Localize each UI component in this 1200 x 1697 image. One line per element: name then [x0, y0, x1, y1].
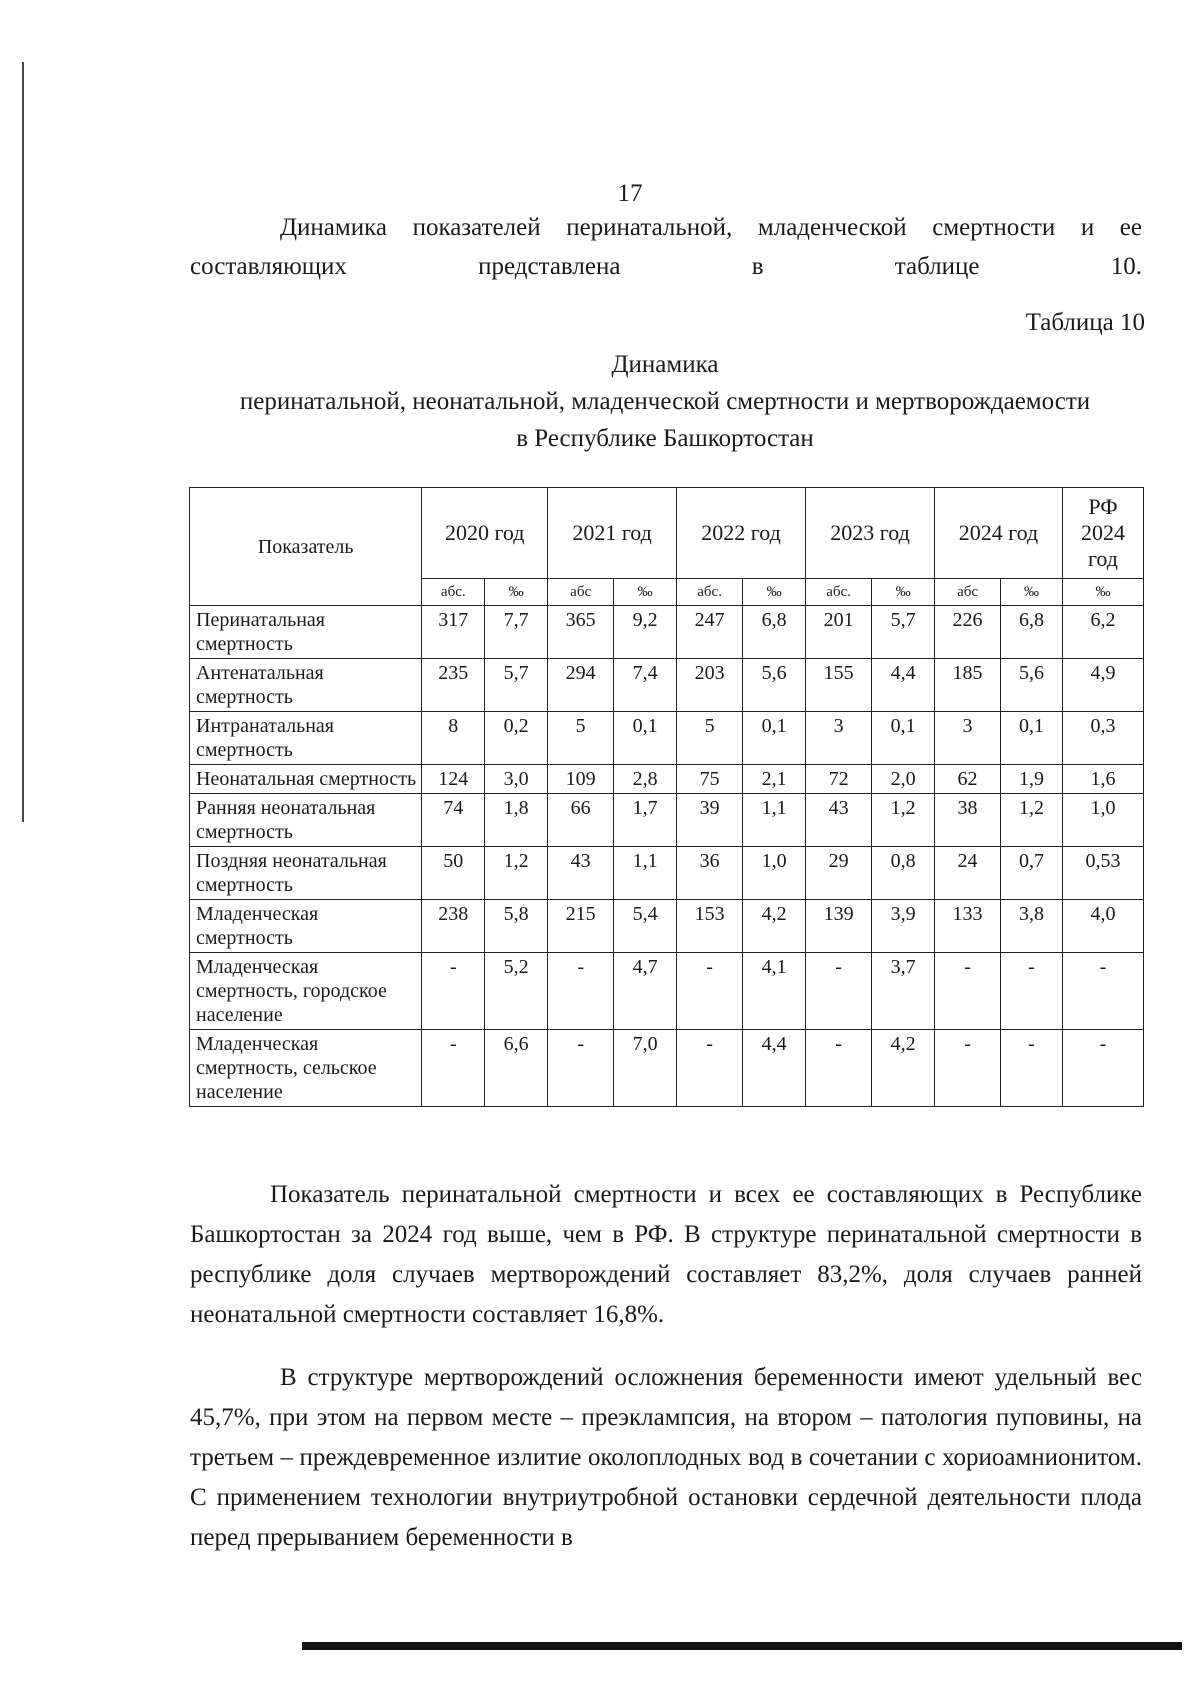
intro-text: Динамика показателей перинатальной, младенческой смертности и ее составляющих представлена в таблице 10. — [190, 214, 1142, 280]
table-cell: 235 — [422, 659, 485, 712]
table-cell: 75 — [677, 765, 743, 794]
table-cell: 2,0 — [872, 765, 935, 794]
table-cell: 0,1 — [872, 712, 935, 765]
table-cell: 124 — [422, 765, 485, 794]
table-cell: 238 — [422, 900, 485, 953]
table-caption: Таблица 10 — [1025, 309, 1145, 336]
row-label: Младенческая смертность, сельское население — [190, 1030, 422, 1107]
table-cell: 6,8 — [1001, 606, 1063, 659]
intro-paragraph — [190, 208, 1142, 286]
paragraph-perinatal: Показатель перинатальной смертности и всех ее составляющих в Республике Башкортостан за 2024 год выше, чем в РФ. В структуре перинатальной смертности в республике доля случаев мертворождений составляет 83,2%, доля случаев ранней неонатальной смертности составляет 16,8%. — [190, 1181, 1142, 1328]
table-cell: - — [548, 953, 614, 1030]
table-cell: 5,2 — [485, 953, 548, 1030]
row-label: Поздняя неонатальная смертность — [190, 847, 422, 900]
table-cell: 1,9 — [1001, 765, 1063, 794]
table-cell: 0,3 — [1062, 712, 1143, 765]
table-cell: - — [1001, 953, 1063, 1030]
table-cell: 1,6 — [1062, 765, 1143, 794]
table-cell: 50 — [422, 847, 485, 900]
table-cell: 7,0 — [614, 1030, 677, 1107]
table-cell: - — [548, 1030, 614, 1107]
table-cell: 247 — [677, 606, 743, 659]
table-cell: - — [806, 953, 872, 1030]
table-row — [190, 606, 1144, 659]
subheader: ‰ — [485, 579, 548, 606]
table-cell: 317 — [422, 606, 485, 659]
scan-margin-line — [22, 62, 24, 822]
table-cell: 153 — [677, 900, 743, 953]
table-header-row — [190, 488, 1144, 579]
table-cell: 1,2 — [872, 794, 935, 847]
table-cell: - — [1001, 1030, 1063, 1107]
table-cell: 185 — [935, 659, 1001, 712]
table-cell: 43 — [806, 794, 872, 847]
table-cell: 4,2 — [872, 1030, 935, 1107]
table-cell: 4,4 — [872, 659, 935, 712]
table-title — [190, 346, 1140, 457]
table-cell: 201 — [806, 606, 872, 659]
table-cell: 4,0 — [1062, 900, 1143, 953]
table-title-line2: перинатальной, неонатальной, младенческой смертности и мертворождаемости — [239, 388, 1091, 415]
table-cell: - — [806, 1030, 872, 1107]
row-label: Перинатальная смертность — [190, 606, 422, 659]
page-number: 17 — [617, 180, 643, 207]
table-cell: 4,7 — [614, 953, 677, 1030]
scan-bottom-bar — [302, 1642, 1182, 1650]
table-cell: 74 — [422, 794, 485, 847]
table-cell: 1,2 — [1001, 794, 1063, 847]
table-cell: - — [1062, 1030, 1143, 1107]
year-header: 2021 год — [548, 488, 677, 579]
table-cell: 7,4 — [614, 659, 677, 712]
subheader: абс. — [806, 579, 872, 606]
table-cell: 365 — [548, 606, 614, 659]
table-cell: 38 — [935, 794, 1001, 847]
table-cell: 226 — [935, 606, 1001, 659]
table-cell: 0,1 — [1001, 712, 1063, 765]
table-cell: 5,7 — [485, 659, 548, 712]
table-cell: 5,4 — [614, 900, 677, 953]
table-cell: 3,8 — [1001, 900, 1063, 953]
table-cell: 1,0 — [1062, 794, 1143, 847]
table-cell: 1,7 — [614, 794, 677, 847]
table-cell: - — [422, 953, 485, 1030]
year-header: 2024 год — [935, 488, 1063, 579]
table-title-line3: в Республике Башкортостан — [516, 425, 814, 452]
table-cell: 133 — [935, 900, 1001, 953]
subheader: ‰ — [743, 579, 806, 606]
table-cell: 0,1 — [743, 712, 806, 765]
table-row — [190, 900, 1144, 953]
table-cell: 3,7 — [872, 953, 935, 1030]
table-cell: - — [935, 953, 1001, 1030]
table-cell: 5,6 — [743, 659, 806, 712]
paragraph-stillbirth: В структуре мертворождений осложнения беременности имеют удельный вес 45,7%, при этом на первом месте – преэклампсия, на втором – патология пуповины, на третьем – преждевременное излитие околоплодных вод в сочетании с хориоамнионитом. С применением технологии внутриутробной остановки сердечной деятельности плода перед прерыванием беременности в — [190, 1364, 1142, 1551]
table-cell: 1,8 — [485, 794, 548, 847]
table-cell: 1,0 — [743, 847, 806, 900]
year-header: 2020 год — [422, 488, 548, 579]
row-label: Младенческая смертность, городское население — [190, 953, 422, 1030]
row-label: Младенческая смертность — [190, 900, 422, 953]
table-cell: 2,1 — [743, 765, 806, 794]
subheader: абс — [548, 579, 614, 606]
table-cell: 0,2 — [485, 712, 548, 765]
table-cell: 5,8 — [485, 900, 548, 953]
table-cell: 139 — [806, 900, 872, 953]
table-cell: 3,0 — [485, 765, 548, 794]
subheader: абс. — [422, 579, 485, 606]
subheader: ‰ — [614, 579, 677, 606]
table-cell: 4,1 — [743, 953, 806, 1030]
table-cell: 0,8 — [872, 847, 935, 900]
table-cell: 72 — [806, 765, 872, 794]
table-cell: 3 — [806, 712, 872, 765]
table-cell: 62 — [935, 765, 1001, 794]
table-title-line1: Динамика — [611, 351, 719, 378]
table-cell: 24 — [935, 847, 1001, 900]
table-cell: 109 — [548, 765, 614, 794]
table-cell: 39 — [677, 794, 743, 847]
row-label: Ранняя неонатальная смертность — [190, 794, 422, 847]
subheader: ‰ — [1062, 579, 1143, 606]
table-cell: 215 — [548, 900, 614, 953]
row-label: Антенатальная смертность — [190, 659, 422, 712]
table-cell: 0,7 — [1001, 847, 1063, 900]
table-cell: 294 — [548, 659, 614, 712]
table-cell: - — [677, 1030, 743, 1107]
table-row — [190, 712, 1144, 765]
table-cell: 0,53 — [1062, 847, 1143, 900]
table-cell: 6,8 — [743, 606, 806, 659]
table-cell: 43 — [548, 847, 614, 900]
table-cell: 1,1 — [614, 847, 677, 900]
table-cell: 6,2 — [1062, 606, 1143, 659]
table-row — [190, 659, 1144, 712]
table-cell: 1,1 — [743, 794, 806, 847]
subheader: ‰ — [1001, 579, 1063, 606]
mortality-table — [189, 487, 1144, 1107]
table-cell: 6,6 — [485, 1030, 548, 1107]
year-header: 2022 год — [677, 488, 806, 579]
table-cell: - — [422, 1030, 485, 1107]
table-row — [190, 765, 1144, 794]
row-label: Интранатальная смертность — [190, 712, 422, 765]
row-label: Неонатальная смертность — [190, 765, 422, 794]
table-cell: 7,7 — [485, 606, 548, 659]
subheader: абс. — [677, 579, 743, 606]
table-row — [190, 847, 1144, 900]
table-cell: 5 — [548, 712, 614, 765]
table-cell: - — [935, 1030, 1001, 1107]
table-row — [190, 794, 1144, 847]
table-cell: - — [1062, 953, 1143, 1030]
table-cell: 5 — [677, 712, 743, 765]
table-cell: 9,2 — [614, 606, 677, 659]
table-cell: 3,9 — [872, 900, 935, 953]
table-cell: 0,1 — [614, 712, 677, 765]
table-body — [190, 606, 1144, 1107]
table-cell: 8 — [422, 712, 485, 765]
subheader: ‰ — [872, 579, 935, 606]
table-cell: 3 — [935, 712, 1001, 765]
table-cell: 1,2 — [485, 847, 548, 900]
table-cell: 155 — [806, 659, 872, 712]
table-cell: 4,2 — [743, 900, 806, 953]
table-cell: 4,4 — [743, 1030, 806, 1107]
table-cell: 36 — [677, 847, 743, 900]
year-header: 2023 год — [806, 488, 935, 579]
table-cell: 203 — [677, 659, 743, 712]
table-cell: 29 — [806, 847, 872, 900]
table-cell: 4,9 — [1062, 659, 1143, 712]
table-cell: 5,6 — [1001, 659, 1063, 712]
table-row — [190, 953, 1144, 1030]
indicator-header: Показатель — [190, 488, 422, 606]
table-cell: - — [677, 953, 743, 1030]
table-cell: 2,8 — [614, 765, 677, 794]
table-row — [190, 1030, 1144, 1107]
subheader: абс — [935, 579, 1001, 606]
table-cell: 5,7 — [872, 606, 935, 659]
rf-header: РФ 2024 год — [1062, 488, 1143, 579]
table-cell: 66 — [548, 794, 614, 847]
